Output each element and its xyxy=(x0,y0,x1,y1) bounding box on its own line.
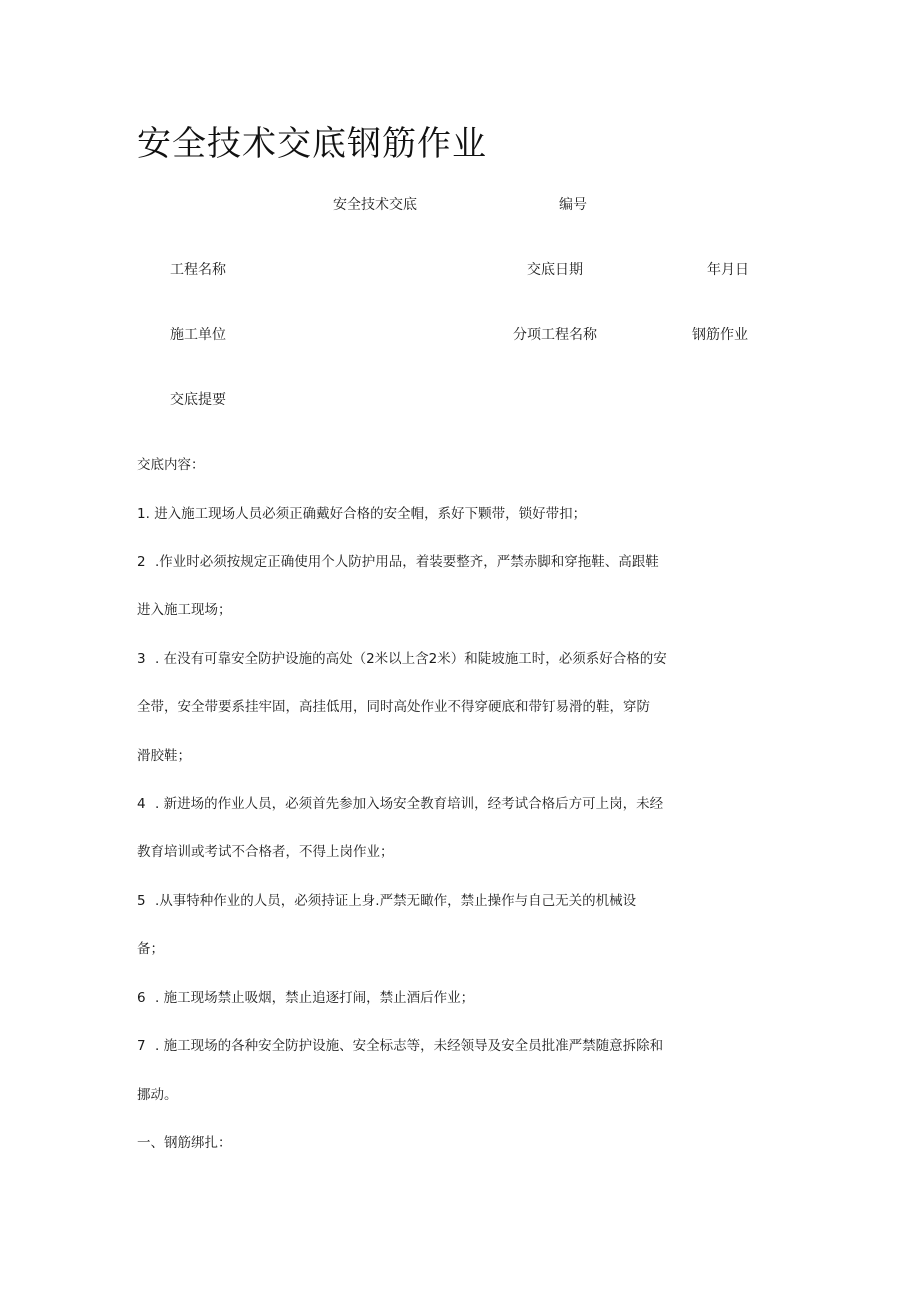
list-item-6 xyxy=(137,992,474,1006)
list-item-3-cont2: 滑胶鞋； xyxy=(137,748,191,764)
list-item-3 xyxy=(137,653,667,667)
sub-project-value: 钢筋作业 xyxy=(692,327,748,343)
list-item-4-cont: 教育培训或考试不合格者，不得上岗作业； xyxy=(137,844,394,860)
list-item-2 xyxy=(137,556,659,570)
item-number: 1. xyxy=(137,506,150,522)
summary-label: 交底提要 xyxy=(170,392,226,408)
sub-project-label: 分项工程名称 xyxy=(513,327,597,343)
list-item-5-cont: 备； xyxy=(137,941,164,957)
content-heading: 交底内容： xyxy=(137,457,205,473)
item-line: . 新进场的作业人员，必须首先参加入场安全教育培训，经考试合格后方可上岗，未经 xyxy=(155,796,664,812)
item-number: 6 xyxy=(137,990,146,1006)
item-line: 进入施工现场人员必须正确戴好合格的安全帽，系好下颗带，锁好带扣； xyxy=(154,506,587,522)
date-label: 交底日期 xyxy=(527,262,583,278)
list-item-7 xyxy=(137,1040,663,1054)
item-line: .从事特种作业的人员，必须持证上身.严禁无瞰作，禁止操作与自己无关的机械设 xyxy=(155,893,637,909)
number-label: 编号 xyxy=(559,197,587,213)
item-number: 4 xyxy=(137,796,146,812)
item-number: 5 xyxy=(137,893,146,909)
project-name-label: 工程名称 xyxy=(170,262,226,278)
item-number: 7 xyxy=(137,1038,146,1054)
item-line: .作业时必须按规定正确使用个人防护用品，着装要整齐，严禁赤脚和穿拖鞋、高跟鞋 xyxy=(155,554,659,570)
document-title: 安全技术交底钢筋作业 xyxy=(137,124,487,164)
unit-label: 施工单位 xyxy=(170,327,226,343)
list-item-5 xyxy=(137,895,636,909)
item-number: 3 xyxy=(137,651,146,667)
item-line: . 施工现场禁止吸烟，禁止追逐打闹，禁止酒后作业； xyxy=(155,990,475,1006)
item-line: . 在没有可靠安全防护设施的高处（2米以上含2米）和陡坡施工时，必须系好合格的安 xyxy=(155,651,667,667)
item-line: . 施工现场的各种安全防护设施、安全标志等，未经领导及安全员批准严禁随意拆除和 xyxy=(155,1038,664,1054)
list-item-2-cont: 进入施工现场； xyxy=(137,602,232,618)
list-item-3-cont: 全带，安全带要系挂牢固，高挂低用，同时高处作业不得穿硬底和带钉易滑的鞋，穿防 xyxy=(137,699,650,715)
date-value: 年月日 xyxy=(707,262,749,278)
list-item-7-cont: 挪动。 xyxy=(137,1087,178,1103)
list-item-4 xyxy=(137,798,663,812)
form-title: 安全技术交底 xyxy=(333,197,417,213)
section-heading: 一、钢筋绑扎： xyxy=(137,1135,232,1151)
item-number: 2 xyxy=(137,554,146,570)
list-item-1 xyxy=(137,508,586,522)
